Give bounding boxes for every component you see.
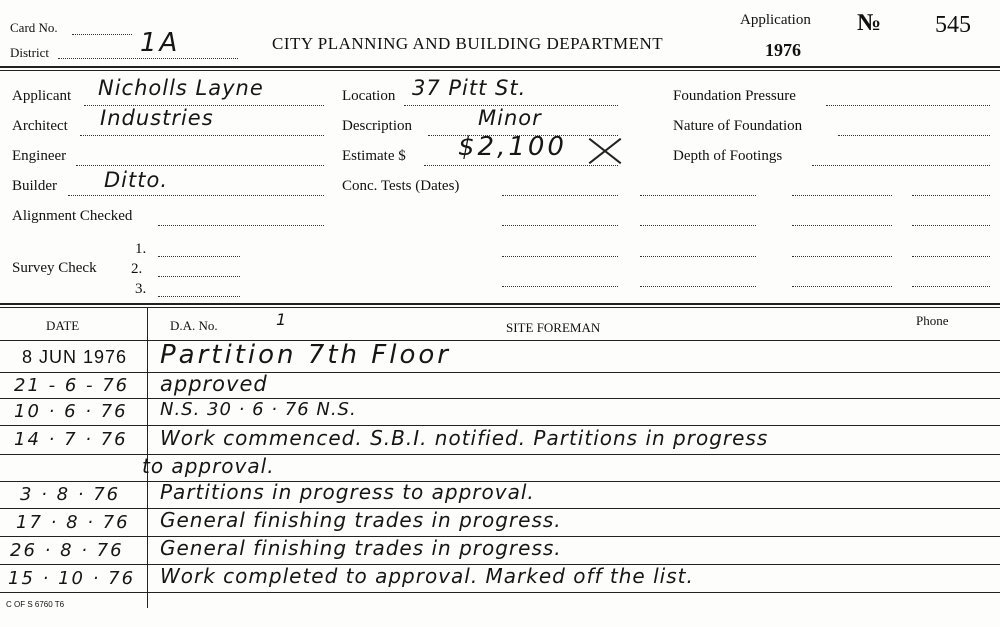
row-date: 17 · 8 · 76 bbox=[16, 512, 130, 533]
da-no-value: 1 bbox=[276, 310, 288, 329]
description-label: Description bbox=[342, 118, 412, 134]
conc-tests-label: Conc. Tests (Dates) bbox=[342, 178, 460, 194]
right-line-1c bbox=[912, 195, 990, 196]
row-date: 26 · 8 · 76 bbox=[10, 540, 124, 561]
nature-line bbox=[838, 135, 990, 136]
survey-line-2 bbox=[158, 276, 240, 277]
conc-line-4 bbox=[502, 286, 618, 287]
conc-line-1 bbox=[502, 195, 618, 196]
number-sign: № bbox=[857, 10, 882, 36]
survey-label: Survey Check bbox=[12, 260, 97, 276]
row-text: N.S. 30 · 6 · 76 N.S. bbox=[160, 399, 357, 420]
survey-line-3 bbox=[158, 296, 240, 297]
date-header: DATE bbox=[46, 318, 80, 333]
row-rule bbox=[0, 372, 1000, 373]
survey-num-1: 1. bbox=[135, 241, 147, 257]
da-no-header: D.A. No. bbox=[170, 318, 218, 333]
foundation-pressure-label: Foundation Pressure bbox=[673, 88, 796, 104]
row-text: Work commenced. S.B.I. notified. Partitions in progress bbox=[160, 426, 769, 450]
conc-line-3 bbox=[502, 256, 618, 257]
header-divider bbox=[0, 66, 1000, 68]
conc-line-2 bbox=[502, 225, 618, 226]
header-divider-thin bbox=[0, 70, 1000, 71]
application-number: 545 bbox=[935, 12, 971, 38]
row-text: Partitions in progress to approval. bbox=[160, 480, 535, 504]
builder-line bbox=[68, 195, 324, 196]
row-text: Work completed to approval. Marked off the list. bbox=[160, 564, 694, 588]
row-text: to approval. bbox=[142, 454, 275, 478]
row-rule bbox=[0, 592, 1000, 593]
survey-num-3: 3. bbox=[135, 281, 147, 297]
right-line-4c bbox=[912, 286, 990, 287]
table-top-rule-thin bbox=[0, 307, 1000, 308]
engineer-label: Engineer bbox=[12, 148, 67, 164]
form-code: C OF S 6760 T6 bbox=[6, 600, 65, 609]
depth-line bbox=[812, 165, 990, 166]
builder-label: Builder bbox=[12, 178, 57, 194]
alignment-label: Alignment Checked bbox=[12, 208, 133, 224]
row-date: 8 JUN 1976 bbox=[22, 347, 128, 367]
application-year: 1976 bbox=[765, 40, 801, 60]
applicant-label: Applicant bbox=[12, 88, 72, 104]
foundation-pressure-line bbox=[826, 105, 990, 106]
row-date: 21 - 6 - 76 bbox=[14, 375, 130, 396]
application-label: Application bbox=[740, 12, 811, 28]
location-label: Location bbox=[342, 88, 396, 104]
architect-line bbox=[80, 135, 324, 136]
card-no-label: Card No. bbox=[10, 20, 58, 35]
site-foreman-header: SITE FOREMAN bbox=[506, 320, 601, 335]
row-date: 14 · 7 · 76 bbox=[14, 429, 128, 450]
alignment-line bbox=[158, 225, 324, 226]
description-value: Minor bbox=[478, 106, 542, 130]
right-line-2b bbox=[792, 225, 892, 226]
right-line-4a bbox=[640, 286, 756, 287]
architect-value: Industries bbox=[100, 106, 214, 130]
nature-label: Nature of Foundation bbox=[673, 118, 803, 134]
right-line-1b bbox=[792, 195, 892, 196]
right-line-2a bbox=[640, 225, 756, 226]
depth-label: Depth of Footings bbox=[673, 148, 783, 164]
location-value: 37 Pitt St. bbox=[412, 76, 527, 100]
right-line-3b bbox=[792, 256, 892, 257]
applicant-value: Nicholls Layne bbox=[98, 76, 264, 100]
right-line-3c bbox=[912, 256, 990, 257]
row-text: General finishing trades in progress. bbox=[160, 536, 562, 560]
row-text: General finishing trades in progress. bbox=[160, 508, 562, 532]
architect-label: Architect bbox=[12, 118, 68, 134]
estimate-line bbox=[424, 165, 618, 166]
row-text: Partition 7th Floor bbox=[160, 340, 451, 370]
district-value: 1A bbox=[140, 28, 181, 58]
district-line bbox=[58, 58, 238, 59]
table-top-rule bbox=[0, 303, 1000, 305]
builder-value: Ditto. bbox=[104, 168, 168, 192]
survey-line-1 bbox=[158, 256, 240, 257]
right-line-3a bbox=[640, 256, 756, 257]
right-line-1a bbox=[640, 195, 756, 196]
row-date: 15 · 10 · 76 bbox=[8, 568, 136, 589]
estimate-value: $2,100 bbox=[458, 132, 567, 162]
row-date: 10 · 6 · 76 bbox=[14, 401, 128, 422]
row-date: 3 · 8 · 76 bbox=[20, 484, 121, 505]
department-title: CITY PLANNING AND BUILDING DEPARTMENT bbox=[272, 34, 664, 53]
row-text: approved bbox=[160, 372, 268, 396]
district-label: District bbox=[10, 45, 49, 60]
right-line-2c bbox=[912, 225, 990, 226]
phone-header: Phone bbox=[916, 313, 949, 328]
engineer-line bbox=[76, 165, 324, 166]
survey-num-2: 2. bbox=[131, 261, 143, 277]
row-rule bbox=[0, 398, 1000, 399]
card-no-line bbox=[72, 34, 132, 35]
estimate-label: Estimate $ bbox=[342, 148, 406, 164]
right-line-4b bbox=[792, 286, 892, 287]
table-header-rule bbox=[0, 340, 1000, 341]
